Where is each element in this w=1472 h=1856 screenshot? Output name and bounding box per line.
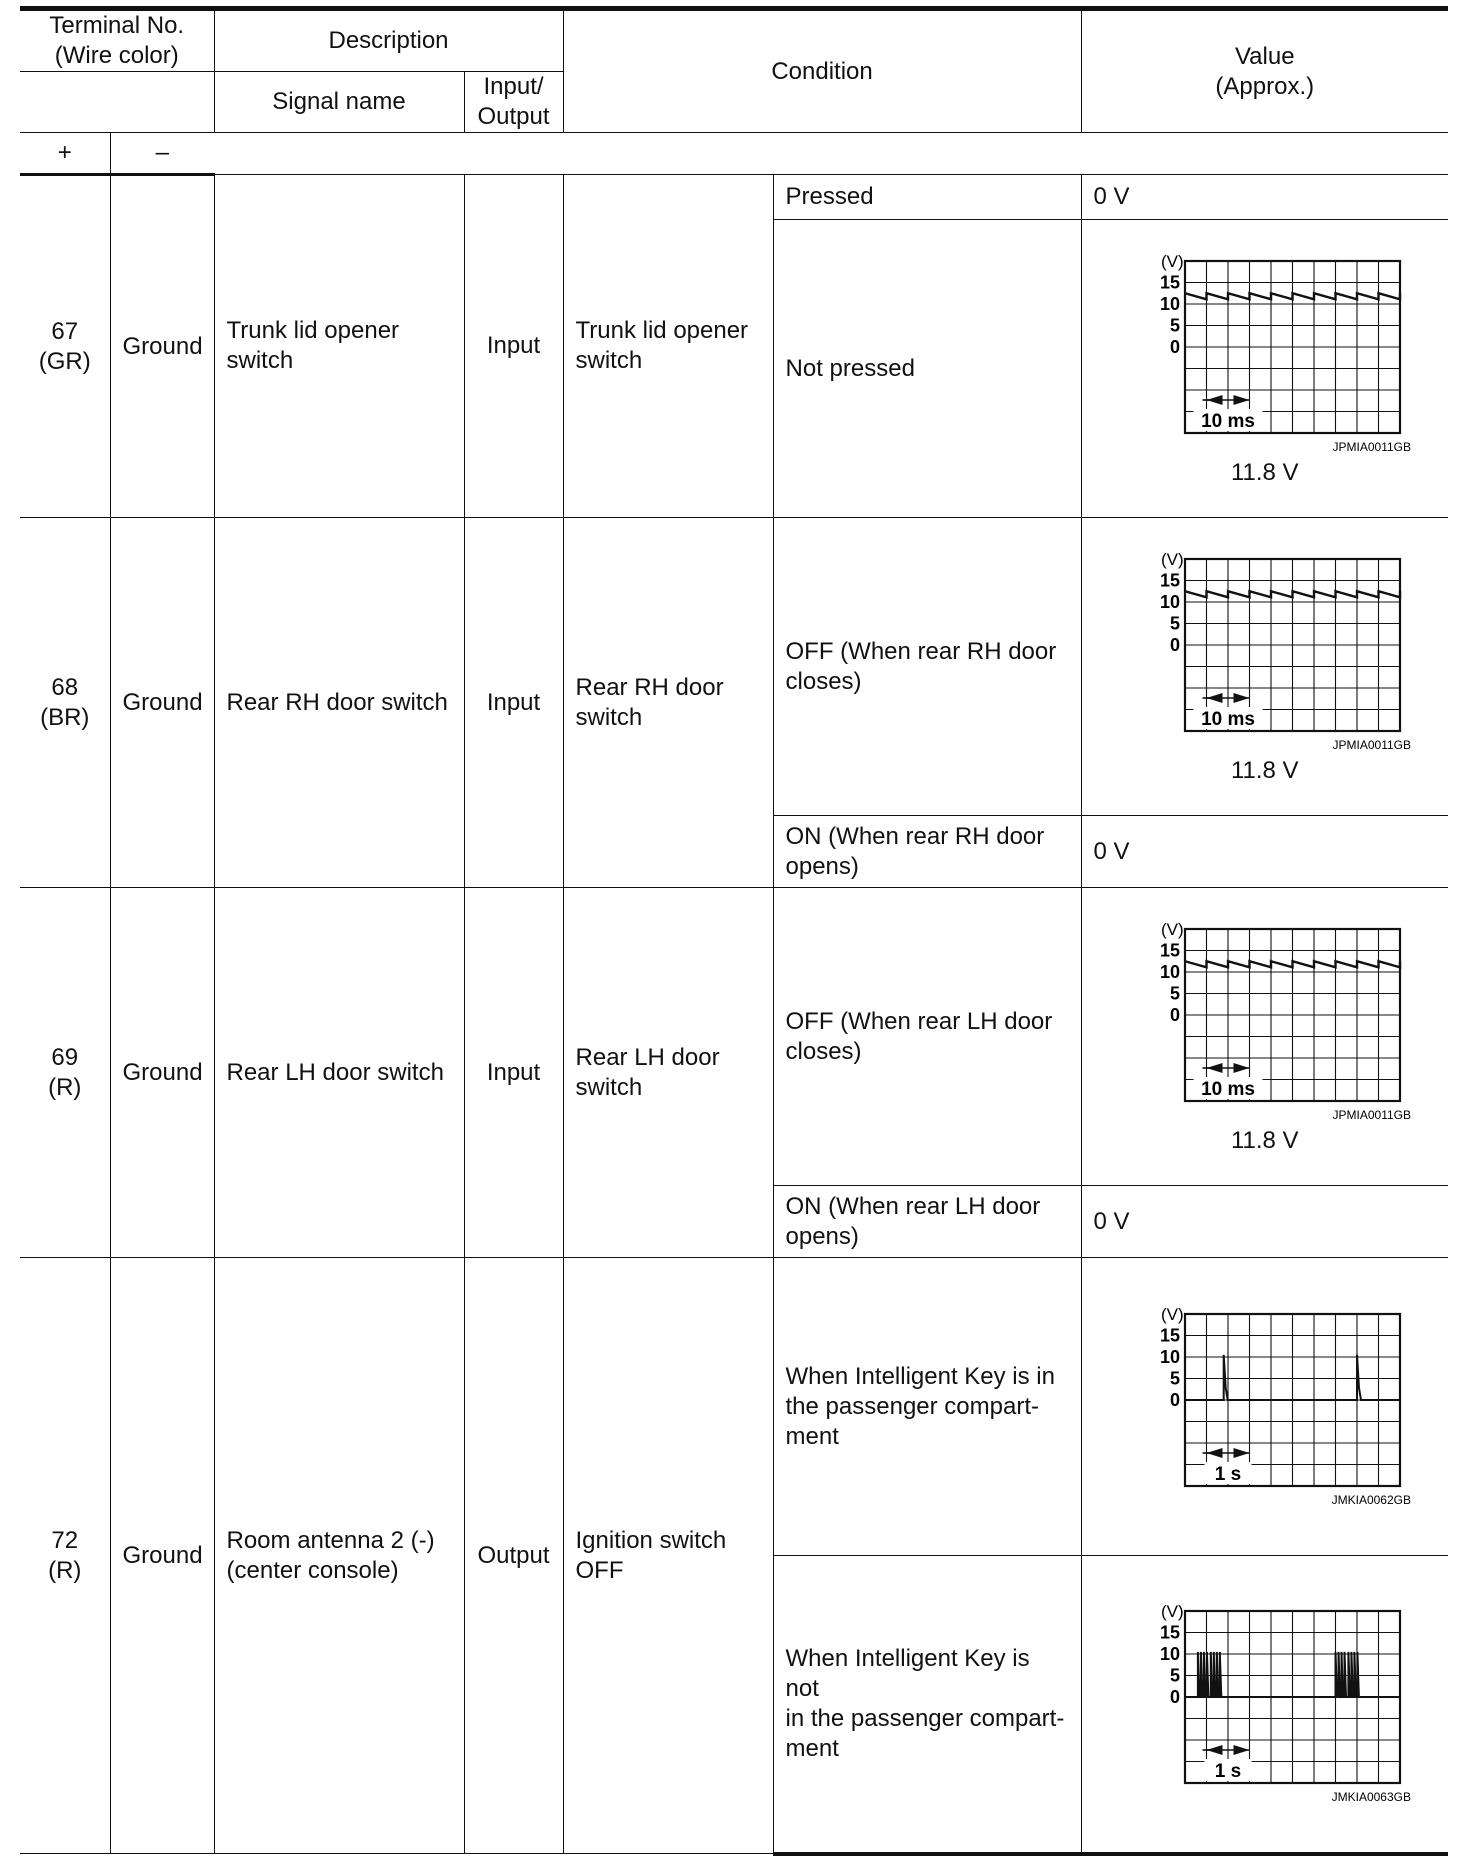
condition-state-line1: When Intelligent Key is not (785, 1644, 1030, 1702)
waveform-unit-label: (V) (1160, 1602, 1184, 1622)
waveform-y-tick: 10 (1159, 1644, 1180, 1665)
terminal-minus-cell: Ground (110, 518, 214, 888)
signal-name-cell (214, 1258, 464, 1854)
table-row (20, 518, 1448, 816)
condition-state-line2: closes) (785, 667, 862, 695)
value-cell (1081, 1556, 1448, 1854)
condition-state-line1: OFF (When rear LH door (785, 1007, 1053, 1035)
wire-color: (R) (48, 1556, 82, 1584)
value-cell (1081, 220, 1448, 518)
waveform-y-tick: 15 (1159, 570, 1180, 591)
terminal-plus-cell (20, 1258, 110, 1854)
waveform-unit-label: (V) (1160, 920, 1184, 939)
waveform-chart (1115, 249, 1415, 454)
header-plus: + (20, 133, 110, 175)
signal-name-line1: Room antenna 2 (-) (226, 1526, 435, 1554)
header-minus: – (110, 133, 214, 175)
condition-state-cell (773, 518, 1081, 816)
waveform-y-tick: 5 (1169, 315, 1180, 336)
condition-state-cell (773, 1186, 1081, 1258)
header-approx-label: (Approx.) (1215, 72, 1315, 100)
value-text: 11.8 V (1230, 757, 1299, 784)
condition-state-line1: ON (When rear RH door (785, 822, 1045, 850)
waveform-y-tick: 15 (1159, 272, 1180, 293)
condition-state-line3: ment (785, 1422, 839, 1450)
condition-state-line2: opens) (785, 1222, 859, 1250)
table-row (20, 888, 1448, 1186)
condition-state-line1: When Intelligent Key is in (785, 1362, 1055, 1390)
header-spacer (20, 72, 214, 133)
terminal-plus-cell (20, 888, 110, 1258)
header-input-output (464, 72, 563, 133)
waveform-chart (1115, 1599, 1415, 1804)
header-terminal-no-label: Terminal No. (49, 12, 185, 39)
terminal-number: 68 (51, 673, 79, 701)
waveform-y-tick: 10 (1159, 592, 1180, 612)
condition-line1: Rear LH door (575, 1043, 720, 1071)
wire-color: (GR) (38, 347, 91, 375)
waveform-y-tick: 0 (1169, 337, 1180, 357)
waveform-y-tick: 10 (1159, 294, 1180, 314)
input-output-cell: Input (464, 888, 563, 1258)
header-signal-name: Signal name (214, 72, 464, 133)
table-row (20, 175, 1448, 220)
waveform-y-tick: 5 (1169, 1665, 1180, 1686)
input-output-cell: Input (464, 175, 563, 518)
condition-cell (563, 518, 773, 888)
header-description: Description (214, 9, 563, 72)
waveform-y-tick: 0 (1169, 635, 1180, 655)
condition-line2: OFF (575, 1556, 624, 1584)
waveform-y-tick: 5 (1169, 613, 1180, 634)
value-cell: 0 V (1081, 175, 1448, 220)
waveform-unit-label: (V) (1160, 550, 1184, 569)
signal-name-line1: Rear LH door switch (226, 1058, 444, 1086)
waveform-unit-label: (V) (1160, 1305, 1184, 1324)
waveform-y-tick: 15 (1159, 1325, 1180, 1346)
value-cell (1081, 1258, 1448, 1556)
waveform-time-division: 1 s (1214, 1464, 1241, 1485)
condition-cell (563, 175, 773, 518)
waveform-y-tick: 0 (1169, 1390, 1180, 1410)
header-value (1081, 9, 1448, 133)
waveform-y-tick: 15 (1159, 940, 1180, 961)
condition-state-cell (773, 175, 1081, 220)
value-cell: 0 V (1081, 816, 1448, 888)
terminal-minus-cell: Ground (110, 1258, 214, 1854)
condition-state-cell (773, 888, 1081, 1186)
condition-line2: switch (575, 1073, 643, 1101)
condition-line2: switch (575, 703, 643, 731)
signal-name-line2: switch (226, 347, 294, 374)
condition-cell (563, 1258, 773, 1854)
terminal-spec-table (20, 6, 1448, 1856)
waveform-y-tick: 10 (1159, 1347, 1180, 1367)
value-cell: 0 V (1081, 1186, 1448, 1258)
waveform-unit-label: (V) (1160, 252, 1184, 271)
waveform-time-division: 10 ms (1200, 709, 1255, 730)
condition-state-cell (773, 220, 1081, 518)
input-output-cell: Input (464, 518, 563, 888)
waveform-chart (1115, 1302, 1415, 1507)
waveform-figure-code: JMKIA0062GB (1331, 1493, 1411, 1507)
condition-state-line2: in the passenger compart- (785, 1704, 1065, 1732)
waveform-y-tick: 15 (1159, 1622, 1180, 1643)
condition-state-line1: Pressed (785, 183, 874, 210)
signal-name-cell (214, 175, 464, 518)
waveform-time-division: 10 ms (1200, 411, 1255, 432)
terminal-minus-cell: Ground (110, 888, 214, 1258)
waveform-time-division: 1 s (1214, 1761, 1241, 1783)
input-output-cell: Output (464, 1258, 563, 1854)
table-row (20, 1258, 1448, 1556)
wire-color: (BR) (40, 703, 90, 731)
terminal-plus-cell (20, 518, 110, 888)
value-text: 11.8 V (1230, 459, 1299, 486)
header-input-output-line2: Output (477, 103, 550, 130)
condition-state-line1: OFF (When rear RH door (785, 637, 1057, 665)
condition-cell (563, 888, 773, 1258)
condition-line2: switch (575, 347, 643, 374)
waveform-figure-code: JPMIA0011GB (1332, 1108, 1411, 1122)
wire-color: (R) (48, 1073, 82, 1101)
signal-name-cell (214, 888, 464, 1258)
value-text: 11.8 V (1230, 1127, 1299, 1154)
waveform-figure-code: JPMIA0011GB (1332, 738, 1411, 752)
condition-state-line3: ment (785, 1734, 839, 1762)
waveform-y-tick: 0 (1169, 1687, 1180, 1708)
condition-state-cell (773, 1258, 1081, 1556)
waveform-chart (1115, 917, 1415, 1122)
waveform-y-tick: 5 (1169, 983, 1180, 1004)
signal-name-line1: Trunk lid opener (226, 317, 400, 344)
condition-state-cell (773, 1556, 1081, 1854)
waveform-y-tick: 0 (1169, 1005, 1180, 1025)
signal-name-cell (214, 518, 464, 888)
condition-state-cell (773, 816, 1081, 888)
condition-state-line2: closes) (785, 1037, 862, 1065)
value-cell (1081, 518, 1448, 816)
waveform-figure-code: JPMIA0011GB (1332, 440, 1411, 454)
terminal-minus-cell: Ground (110, 175, 214, 518)
condition-state-line1: ON (When rear LH door (785, 1192, 1041, 1220)
waveform-time-division: 10 ms (1200, 1079, 1255, 1100)
waveform-y-tick: 10 (1159, 962, 1180, 982)
header-condition: Condition (563, 9, 1081, 133)
signal-name-line2: (center console) (226, 1556, 399, 1584)
signal-name-line1: Rear RH door switch (226, 688, 448, 716)
terminal-number: 69 (51, 1043, 79, 1071)
condition-line1: Trunk lid opener (575, 317, 749, 344)
condition-state-line2: opens) (785, 852, 859, 880)
terminal-number: 72 (51, 1526, 79, 1554)
condition-line1: Ignition switch (575, 1526, 727, 1554)
header-value-label: Value (1234, 42, 1295, 70)
header-input-output-line1: Input/ (483, 73, 544, 100)
condition-state-line1: Not pressed (785, 354, 915, 382)
condition-line1: Rear RH door (575, 673, 724, 701)
terminal-plus-cell (20, 175, 110, 518)
waveform-figure-code: JMKIA0063GB (1331, 1790, 1411, 1805)
header-wire-color-label: (Wire color) (54, 42, 179, 69)
terminal-number: 67 (51, 317, 79, 345)
waveform-chart (1115, 547, 1415, 752)
header-terminal-no (20, 9, 214, 72)
value-cell (1081, 888, 1448, 1186)
condition-state-line2: the passenger compart- (785, 1392, 1039, 1420)
waveform-y-tick: 5 (1169, 1368, 1180, 1389)
